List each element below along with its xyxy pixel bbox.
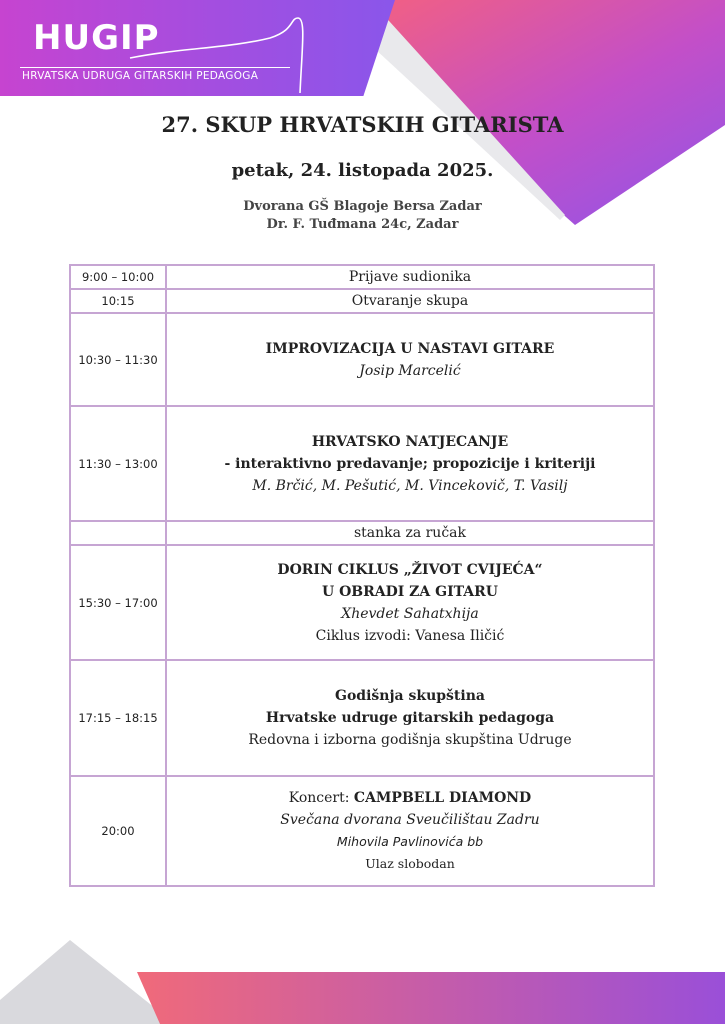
- session-subtitle: - interaktivno predavanje; propozicije i kriteriji: [224, 455, 596, 472]
- logo-title: HUGIP: [33, 18, 160, 58]
- program-item: [166, 313, 654, 406]
- table-row: [70, 265, 654, 289]
- concert-prefix: Koncert:: [288, 790, 354, 806]
- concert-heading: [167, 787, 653, 809]
- logo-divider: [20, 67, 290, 68]
- time-cell: 10:30 – 11:30: [70, 313, 166, 406]
- session-title: Godišnja skupština: [335, 688, 485, 704]
- session-speaker: Josip Marcelić: [359, 362, 461, 379]
- concert-address: Mihovila Pavlinovića bb: [336, 834, 484, 849]
- program-item: stanka za ručak: [166, 521, 654, 545]
- table-row: [70, 545, 654, 660]
- program-item: [166, 545, 654, 660]
- table-row: [70, 313, 654, 406]
- time-cell: 20:00: [70, 776, 166, 886]
- table-row: [70, 406, 654, 521]
- table-row: [70, 289, 654, 313]
- concert-location: Svečana dvorana Sveučilištau Zadru: [280, 812, 540, 828]
- time-cell: 17:15 – 18:15: [70, 660, 166, 776]
- event-title: 27. SKUP HRVATSKIH GITARISTA: [161, 112, 564, 137]
- table-row: [70, 660, 654, 776]
- time-cell: [70, 521, 166, 545]
- program-item: [166, 776, 654, 886]
- program-table: [69, 264, 655, 887]
- time-cell: 11:30 – 13:00: [70, 406, 166, 521]
- session-note: Redovna i izborna godišnja skupština Udruge: [248, 732, 572, 748]
- session-speaker: Xhevdet Sahatxhija: [341, 605, 479, 622]
- venue-name: Dvorana GŠ Blagoje Bersa Zadar: [243, 199, 482, 214]
- session-title: IMPROVIZACIJA U NASTAVI GITARE: [265, 340, 555, 357]
- time-cell: 15:30 – 17:00: [70, 545, 166, 660]
- concert-title: CAMPBELL DIAMOND: [353, 790, 532, 806]
- table-row: [70, 776, 654, 886]
- session-speakers: M. Brčić, M. Pešutić, M. Vincekovič, T. Vasilj: [252, 477, 568, 494]
- concert-entry-note: Ulaz slobodan: [365, 856, 455, 871]
- session-title: DORIN CIKLUS „ŽIVOT CVIJEĆA“: [277, 561, 543, 578]
- logo-subtitle: HRVATSKA UDRUGA GITARSKIH PEDAGOGA: [22, 70, 259, 82]
- time-cell: 10:15: [70, 289, 166, 313]
- venue-address: Dr. F. Tuđmana 24c, Zadar: [266, 217, 459, 232]
- program-item: [166, 660, 654, 776]
- session-title: HRVATSKO NATJECANJE: [311, 433, 509, 450]
- session-subtitle: Hrvatske udruge gitarskih pedagoga: [265, 710, 555, 726]
- bottom-left-triangle-decoration: [0, 930, 725, 1024]
- table-row: [70, 521, 654, 545]
- event-date: petak, 24. listopada 2025.: [231, 160, 494, 181]
- session-note: Ciklus izvodi: Vanesa Iličić: [315, 627, 505, 644]
- time-cell: 9:00 – 10:00: [70, 265, 166, 289]
- event-venue: [0, 198, 725, 234]
- program-item: Prijave sudionika: [166, 265, 654, 289]
- program-item: [166, 406, 654, 521]
- program-item: Otvaranje skupa: [166, 289, 654, 313]
- session-subtitle: U OBRADI ZA GITARU: [322, 583, 498, 600]
- guitar-curve-logo-graphic: [120, 8, 320, 98]
